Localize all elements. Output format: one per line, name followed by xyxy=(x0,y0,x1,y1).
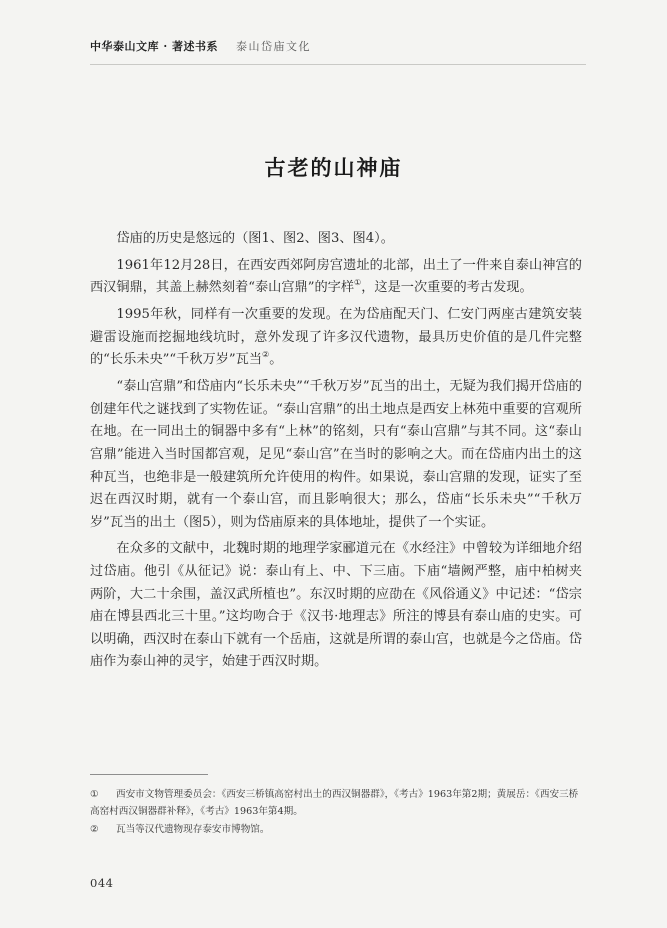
paragraph: “泰山宫鼎”和岱庙内“长乐未央”“千秋万岁”瓦当的出土，无疑为我们揭开岱庙的创建年代之谜找到了实物佐证。“泰山宫鼎”的出土地点是西安上林苑中重要的宫观所在地。在一同出土的铜器中多有“上林”的铭刻，只有“泰山宫鼎”与其不同。这“泰山宫鼎”能进入当时国都宫观，足见“泰山宫”在当时的影响之大。而在岱庙内出土的这种瓦当，也绝非是一般建筑所允许使用的构件。如果说，泰山宫鼎的发现，证实了至迟在西汉时期，就有一个泰山宫，而且影响很大；那么，岱庙“长乐未央”“千秋万岁”瓦当的出土（图5），则为岱庙原来的具体地址，提供了一个实证。 xyxy=(90,379,582,530)
paragraph: 在众多的文献中，北魏时期的地理学家郦道元在《水经注》中曾较为详细地介绍过岱庙。他引《从征记》说：泰山有上、中、下三庙。下庙“墙阙严整，庙中柏树夹两阶，大二十余围，盖汉武所植也”。东汉时期的应劭在《风俗通义》中记述：“岱宗庙在博县西北三十里。”这均吻合于《汉书·地理志》所注的博县有泰山庙的史实。可以明确，西汉时在泰山下就有一个岳庙，这就是所谓的泰山宫，也就是今之岱庙。岱庙作为泰山神的灵宇，始建于西汉时期。 xyxy=(90,541,582,670)
series-title: 中华泰山文库 · 著述书系 xyxy=(90,40,218,53)
footnote xyxy=(90,786,584,820)
footnote-ref[interactable]: ② xyxy=(262,350,270,360)
header-divider xyxy=(90,64,586,65)
footnote xyxy=(90,821,584,838)
footnote-divider xyxy=(90,774,208,775)
paragraph: 1995年秋，同样有一次重要的发现。在为岱庙配天门、仁安门两座古建筑安装避雷设施而挖掘地线坑时，意外发现了许多汉代遗物，最具历史价值的是几件完整的“长乐未央”“千秋万岁”瓦当②。 xyxy=(90,307,582,368)
body-text xyxy=(90,228,582,678)
footnote-ref[interactable]: ① xyxy=(354,278,362,288)
footnote-marker: ① xyxy=(90,789,99,800)
footnote-marker: ② xyxy=(90,824,99,835)
paragraph: 1961年12月28日，在西安西郊阿房宫遗址的北部，出土了一件来自泰山神宫的西汉铜鼎，其盖上赫然刻着“泰山宫鼎”的字样①，这是一次重要的考古发现。 xyxy=(90,257,582,296)
page-number: 044 xyxy=(90,876,114,890)
footnote-text: 瓦当等汉代遗物现存泰安市博物馆。 xyxy=(116,824,270,835)
running-header xyxy=(90,38,311,54)
footnote-text: 西安市文物管理委员会：《西安三桥镇高窑村出土的西汉铜器群》，《考古》1963年第2期；黄展岳：《西安三桥高窑村西汉铜器群补释》，《考古》1963年第4期。 xyxy=(90,789,579,817)
footnotes xyxy=(90,786,584,839)
paragraph: 岱庙的历史是悠远的（图1、图2、图3、图4）。 xyxy=(116,231,394,246)
chapter-topic: 泰山岱庙文化 xyxy=(236,40,311,53)
page-title: 古老的山神庙 xyxy=(264,155,403,180)
